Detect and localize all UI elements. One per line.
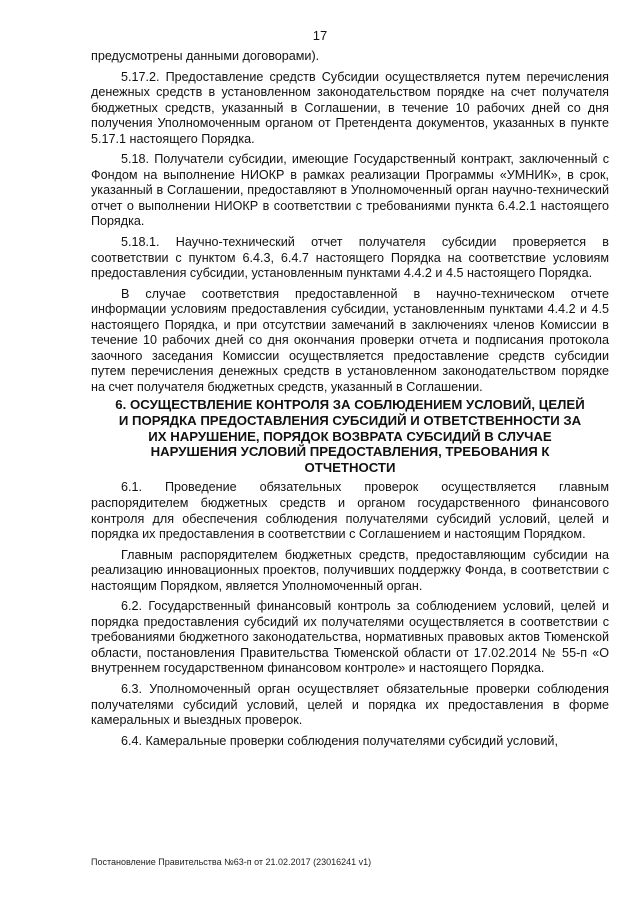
document-body [91,49,609,749]
paragraph-6-4: 6.4. Камеральные проверки соблюдения получателями субсидий условий, [121,733,558,748]
paragraph-continuation: предусмотрены данными договорами). [91,49,320,63]
paragraph-compliance: В случае соответствия предоставленной в научно-техническом отчете информации условиям предоставления субсидии, установленным пунктами 4.4.2 и 4.5 настоящего Порядка, и при отсутствии замечаний в заключениях членов Комиссии в течение 10 рабочих дней со дня окончания проверки отчета и подписания протокола заочного заседания Комиссии осуществляется предоставление средств субсидии путем перечисления денежных средств в установленном законодательством порядке на счет получателя бюджетных средств, указанный в Соглашении. [91,286,609,394]
page-number: 17 [312,28,328,43]
section-heading: 6. ОСУЩЕСТВЛЕНИЕ КОНТРОЛЯ ЗА СОБЛЮДЕНИЕМ УСЛОВИЙ, ЦЕЛЕЙ И ПОРЯДКА ПРЕДОСТАВЛЕНИЯ СУБСИДИЙ И ОТВЕТСТВЕННОСТИ ЗА ИХ НАРУШЕНИЕ, ПОРЯДОК ВОЗВРАТА СУБСИДИЙ В СЛУЧАЕ НАРУШЕНИЯ УСЛОВИЙ ПРЕДОСТАВЛЕНИЯ, ТРЕБОВАНИЯ К ОТЧЕТНОСТИ [115,397,585,475]
paragraph-6-2: 6.2. Государственный финансовый контроль за соблюдением условий, целей и порядка предоставления субсидий их получателями осуществляется в соответствии с требованиями бюджетного законодательства, нормативных правовых актов Тюменской области, постановления Правительства Тюменской области от 17.02.2014 № 55-п «О внутреннем государственном финансовом контроле» и настоящего Порядка. [91,599,609,676]
paragraph-5-18-1: 5.18.1. Научно-технический отчет получателя субсидии проверяется в соответствии с пунктом 6.4.3, 6.4.7 настоящего Порядка на соответствие условиям предоставления субсидии, установленным пунктами 4.4.2 и 4.5 настоящего Порядка. [91,235,609,281]
paragraph-5-17-2: 5.17.2. Предоставление средств Субсидии осуществляется путем перечисления денежных средств в установленном законодательством порядке на счет получателя бюджетных средств, указанный в Соглашении, в течение 10 рабочих дней со дня получения Уполномоченным органом от Претендента документов, указанных в пункте 5.17.1 настоящего Порядка. [91,69,609,146]
paragraph-5-18: 5.18. Получатели субсидии, имеющие Государственный контракт, заключенный с Фондом на выполнение НИОКР в рамках реализации Программы «УМНИК», в срок, указанный в Соглашении, предоставляют в Уполномоченный орган научно-технический отчет о выполнении НИОКР в соответствии с требованиями пункта 6.4.2.1 настоящего Порядка. [91,152,609,229]
paragraph-6-1: 6.1. Проведение обязательных проверок осуществляется главным распорядителем бюджетных средств и органом государственного финансового контроля для обеспечения соблюдения получателями субсидий условий, целей и порядка их предоставления в соответствии с Соглашением и настоящим Порядком. [91,480,609,542]
paragraph-6-3: 6.3. Уполномоченный орган осуществляет обязательные проверки соблюдения получателями субсидий условий, целей и порядка их предоставления в форме камеральных и выездных проверок. [91,682,609,728]
document-footer: Постановление Правительства №63-п от 21.02.2017 (23016241 v1) [91,857,372,867]
paragraph-main-distributor: Главным распорядителем бюджетных средств, предоставляющим субсидии на реализацию инновационных проектов, получивших поддержку Фонда, в соответствии с настоящим Порядком, является Уполномоченный орган. [91,547,609,593]
